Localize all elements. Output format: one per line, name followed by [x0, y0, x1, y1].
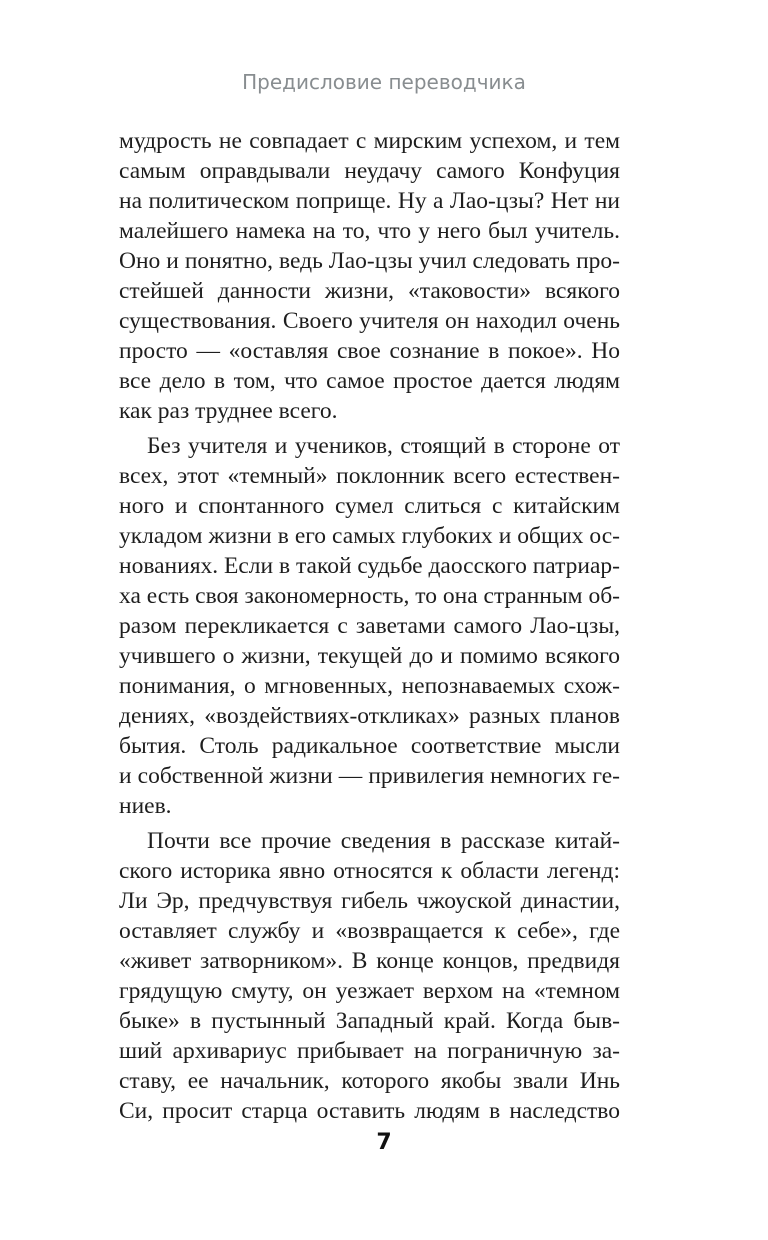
- text-line: быке» в пустынный Западный край. Когда быв-: [119, 1008, 620, 1034]
- text-line: разом перекликается с заветами самого Лао-цзы,: [119, 613, 620, 639]
- text-line: ного и спонтанного сумел слиться с китайским: [119, 493, 620, 519]
- text-line: нованиях. Если в такой судьбе даосского патриар-: [119, 553, 620, 579]
- text-line: и собственной жизни — привилегия немногих ге-: [119, 763, 620, 789]
- text-line: бытия. Столь радикальное соответствие мысли: [119, 733, 620, 759]
- text-line: укладом жизни в его самых глубоких и общих ос-: [119, 523, 620, 549]
- text-line: как раз труднее всего.: [119, 398, 338, 424]
- text-line: оставляет службу и «возвращается к себе», где: [119, 918, 620, 944]
- text-line: все дело в том, что самое простое дается людям: [119, 368, 620, 394]
- text-line: учившего о жизни, текущей до и помимо всякого: [119, 643, 620, 669]
- text-line: «живет затворником». В конце концов, предвидя: [119, 948, 620, 974]
- text-line: самым оправдывали неудачу самого Конфуция: [119, 158, 620, 184]
- paragraph: [119, 126, 620, 426]
- body-text: [119, 126, 620, 1126]
- text-line: Почти все прочие сведения в рассказе китай-: [147, 828, 620, 854]
- text-line: дениях, «воздействиях-откликах» разных планов: [119, 703, 620, 729]
- text-line: понимания, о мгновенных, непознаваемых схож-: [119, 673, 620, 699]
- text-line: всех, этот «темный» поклонник всего естествен-: [119, 463, 620, 489]
- text-line: существования. Своего учителя он находил очень: [119, 308, 620, 334]
- text-line: ха есть своя закономерность, то она странным об-: [119, 583, 620, 609]
- text-line: ший архивариус прибывает на пограничную за-: [119, 1038, 620, 1064]
- text-line: просто — «оставляя свое сознание в покое». Но: [119, 338, 620, 364]
- text-line: на политическом поприще. Ну а Лао-цзы? Нет ни: [119, 188, 620, 214]
- text-line: Си, просит старца оставить людям в наследство: [119, 1098, 620, 1124]
- text-line: ского историка явно относятся к области легенд:: [119, 858, 620, 884]
- text-line: ниев.: [119, 793, 172, 819]
- text-line: стейшей данности жизни, «таковости» всякого: [119, 278, 620, 304]
- text-line: Оно и понятно, ведь Лао-цзы учил следовать про-: [119, 248, 620, 274]
- page-number: 7: [376, 1130, 392, 1155]
- text-line: мудрость не совпадает с мирским успехом, и тем: [119, 128, 620, 154]
- text-line: Без учителя и учеников, стоящий в стороне от: [147, 433, 620, 459]
- text-line: ставу, ее начальник, которого якобы звали Инь: [119, 1068, 620, 1094]
- text-line: грядущую смуту, он уезжает верхом на «темном: [119, 978, 620, 1004]
- text-line: Ли Эр, предчувствуя гибель чжоуской династии,: [119, 888, 620, 914]
- text-line: малейшего намека на то, что у него был учитель.: [119, 218, 620, 244]
- paragraph: [119, 431, 620, 821]
- paragraph: [119, 826, 620, 1126]
- running-head: Предисловие переводчика: [242, 70, 526, 94]
